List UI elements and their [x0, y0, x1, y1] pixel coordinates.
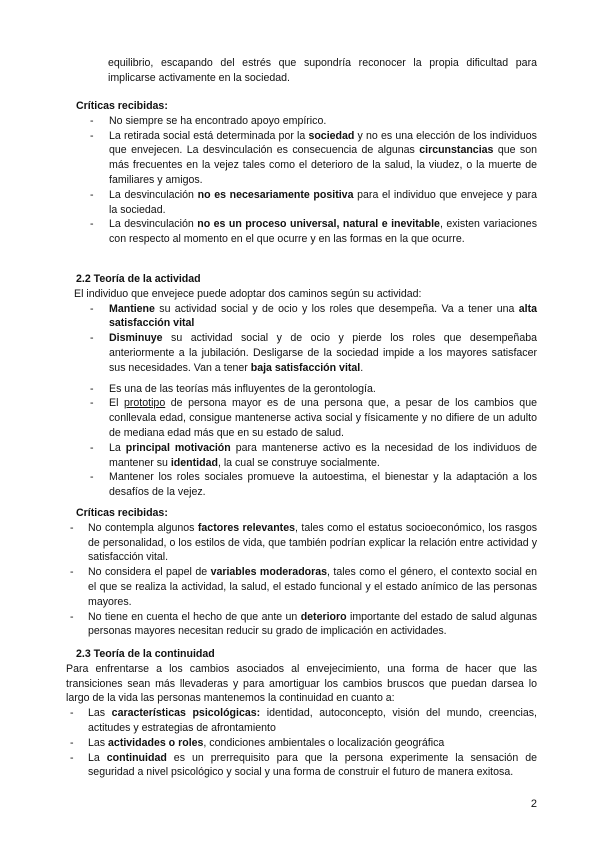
text-run: El [109, 397, 124, 410]
bold-text: características psicológicas: [111, 707, 261, 720]
bold-text: deterioro [300, 610, 347, 623]
text-run: La desvinculación [109, 188, 198, 201]
text-run: La retirada social está determinada por la [109, 129, 309, 142]
list-item [76, 382, 537, 397]
bold-text: Disminuye [109, 332, 163, 345]
bold-text: baja satisfacción vital [250, 361, 361, 374]
bold-text: no es necesariamente positiva [197, 188, 354, 201]
section-2-3-intro: Para enfrentarse a los cambios asociados al envejecimiento, una forma de hacer que las transiciones sean más llevaderas y para amortiguar los cambios bruscos que puedan darsea lo largo de la vida las personas mantenemos la continuidad en cuanto a: [66, 662, 537, 705]
teoria-actividad-section [76, 272, 537, 500]
list-item [76, 188, 537, 218]
intro-continuation-block [108, 56, 537, 86]
text-run: Mantener los roles sociales promueve la autoestima, el bienestar y la adaptación a los desafíos de la vejez. [109, 471, 537, 499]
caminos-list [76, 302, 537, 376]
list-item [66, 736, 537, 751]
text-run: identidad, autoconcepto, visión del mundo, creencias, actitudes y estrategias de afrontamiento [88, 707, 537, 734]
list-item [76, 441, 537, 471]
text-run: para el individuo que envejece y para la sociedad. [109, 188, 537, 216]
bold-text: circunstancias [419, 144, 494, 157]
continuidad-list [66, 706, 537, 780]
list-item [76, 470, 537, 500]
bold-text: principal motivación [125, 441, 231, 454]
bold-text: Mantiene [109, 302, 155, 315]
text-run: para mantenerse activo es la necesidad de los individuos de mantener su [109, 441, 537, 469]
criticas-desvinculacion-section [76, 99, 537, 247]
bold-text: variables moderadoras [210, 566, 328, 579]
text-run: que son más frecuentes en la vejez tales como el deterioro de la salud, la viudez, o la muerte de familiares y amigos. [109, 144, 537, 186]
bold-text: actividades o roles [108, 736, 204, 749]
text-run: su actividad social y de ocio y los roles que desempeña. Va a tener una [154, 302, 519, 315]
text-run: La [109, 441, 126, 454]
actividad-points-list [76, 382, 537, 500]
underlined-text: prototipo [123, 397, 166, 410]
text-run: Es una de las teorías más influyentes de la gerontología. [109, 382, 376, 395]
text-run: No contempla algunos [88, 521, 198, 534]
criticas-heading-1: Críticas recibidas: [76, 100, 168, 112]
page-number: 2 [530, 798, 537, 810]
section-heading-2-3: 2.3 Teoría de la continuidad [76, 648, 215, 660]
list-item [76, 331, 537, 375]
text-run: La desvinculación [109, 218, 198, 231]
list-item [66, 610, 537, 640]
bold-text: no es un proceso universal, natural e inevitable [197, 218, 440, 231]
text-run: , condiciones ambientales o localización geográfica [203, 736, 445, 749]
bold-text: identidad [170, 456, 218, 469]
text-run: Las [88, 707, 112, 720]
text-run: Las [88, 736, 109, 749]
criticas-list-1 [76, 114, 537, 247]
bold-text: alta satisfacción vital [109, 302, 537, 330]
bold-text: factores relevantes [197, 521, 295, 534]
list-item [76, 302, 537, 332]
section-heading-2-2: 2.2 Teoría de la actividad [76, 273, 201, 285]
text-run: No considera el papel de [88, 566, 211, 579]
list-item [76, 396, 537, 440]
list-item [76, 217, 537, 247]
text-run: , existen variaciones con respecto al momento en el que ocurre y en las formas en la que ocurre. [109, 218, 537, 246]
text-run: de persona mayor es de una persona que, a pesar de los cambios que conllevala edad, consigue mantenerse activa social y físicamente y no difiere de un adulto de mediana edad más que en su estado de salud. [109, 397, 537, 439]
bold-text: continuidad [106, 751, 167, 764]
text-run: es un prerrequisito para que la persona experimente la sensación de seguridad a nivel psicológico y social y una forma de construir el futuro de manera exitosa. [88, 751, 537, 779]
text-run: y no es una elección de los individuos que envejecen. La desvinculación es consecuencia de algunas [109, 129, 537, 157]
section-2-2-intro: El individuo que envejece puede adoptar dos caminos según su actividad: [74, 287, 422, 300]
list-item [76, 114, 537, 129]
criticas-list-2 [66, 521, 537, 639]
criticas-actividad-section [66, 506, 537, 639]
text-run: . [360, 361, 364, 374]
intro-continuation-text: equilibrio, escapando del estrés que supondría reconocer la propia dificultad para implicarse activamente en la sociedad. [108, 57, 537, 84]
list-item [66, 565, 537, 609]
text-run: No siempre se ha encontrado apoyo empírico. [109, 114, 327, 127]
text-run: su actividad social y de ocio y pierde los roles que desempeñaba anteriormente a la jubilación. Desligarse de la sociedad impide a los mayores satisfacer sus necesidades. Van a tener [109, 332, 537, 374]
teoria-continuidad-section [66, 647, 537, 780]
list-item [66, 751, 537, 781]
criticas-heading-2: Críticas recibidas: [76, 507, 168, 519]
text-run: No tiene en cuenta el hecho de que ante un [88, 610, 301, 623]
text-run: importante del estado de salud algunas personas mayores necesitan reducir su grado de implicación en actividades. [88, 610, 537, 638]
bold-text: sociedad [308, 129, 355, 142]
text-run: La [88, 751, 107, 764]
text-run: , la cual se construye socialmente. [217, 456, 380, 469]
list-item [66, 521, 537, 565]
list-item [66, 706, 537, 736]
text-run: , tales como el estatus socioeconómico, los rasgos de personalidad, o los estilos de vida, que también podrían explicar la relación entre actividad y satisfacción vital. [88, 521, 538, 564]
text-run: , tales como el género, el contexto social en el que se realiza la actividad, la salud, el estado funcional y el estado anímico de las personas mayores. [88, 566, 538, 608]
list-item [76, 129, 537, 188]
